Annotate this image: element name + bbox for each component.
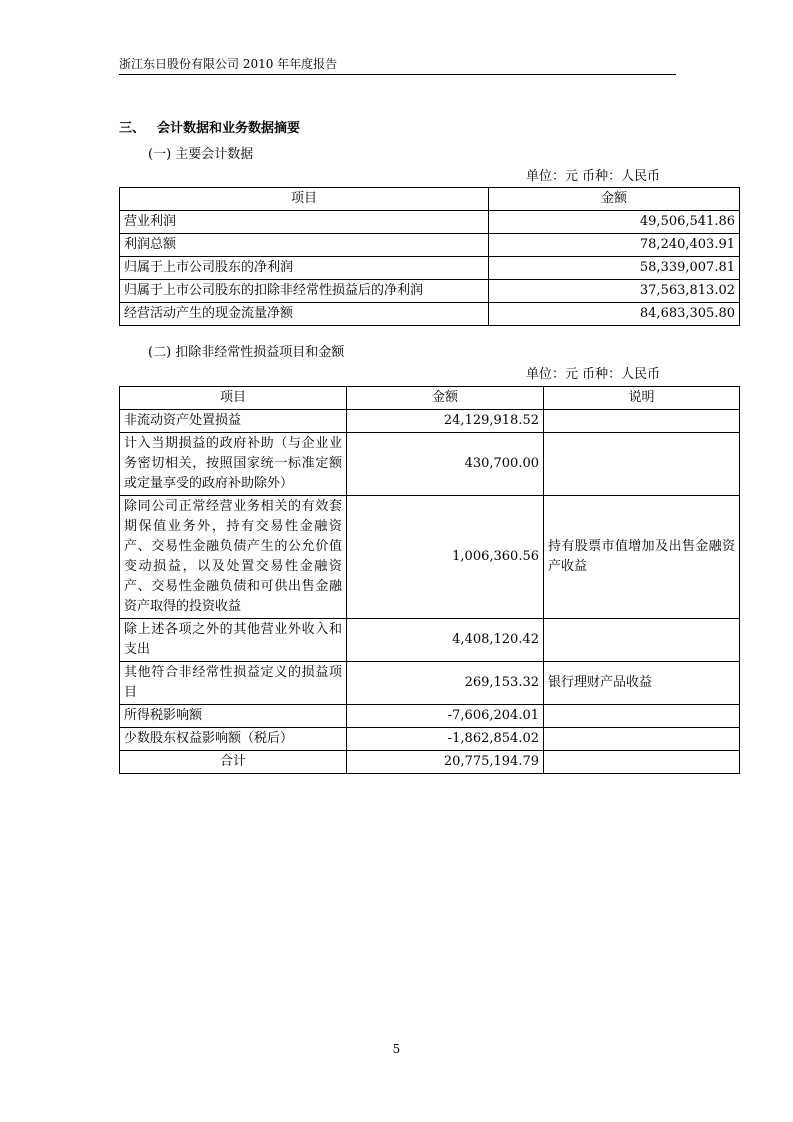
section-title-text: 会计数据和业务数据摘要: [157, 121, 301, 136]
row-item: 其他符合非经常性损益定义的损益项目: [120, 662, 347, 705]
column-header-item: 项目: [120, 188, 489, 211]
column-header-amount: 金额: [489, 188, 740, 211]
row-item: 经营活动产生的现金流量净额: [120, 303, 489, 326]
row-note: 银行理财产品收益: [544, 662, 740, 705]
table1-subtitle: (一) 主要会计数据: [148, 147, 254, 162]
row-amount: 49,506,541.86: [489, 211, 740, 234]
table-header-row: [120, 387, 740, 410]
row-item: 归属于上市公司股东的净利润: [120, 257, 489, 280]
column-header-amount: 金额: [347, 387, 544, 410]
table-row: [120, 303, 740, 326]
row-item: 除同公司正常经营业务相关的有效套期保值业务外，持有交易性金融资产、交易性金融负债产生的公允价值变动损益，以及处置交易性金融资产、交易性金融负债和可供出售金融资产取得的投资收益: [120, 496, 347, 619]
non-recurring-items-table: [119, 386, 740, 774]
row-note: [544, 619, 740, 662]
row-item: 归属于上市公司股东的扣除非经常性损益后的净利润: [120, 280, 489, 303]
row-amount: 37,563,813.02: [489, 280, 740, 303]
header-rule: [119, 74, 676, 75]
row-item: 所得税影响额: [120, 705, 347, 728]
row-item: 利润总额: [120, 234, 489, 257]
row-note: [544, 728, 740, 751]
row-item: 营业利润: [120, 211, 489, 234]
report-header: 浙江东日股份有限公司 2010 年年度报告: [119, 57, 338, 71]
table-row: [120, 496, 740, 619]
row-item: 少数股东权益影响额（税后）: [120, 728, 347, 751]
row-note: [544, 433, 740, 496]
row-item: 非流动资产处置损益: [120, 410, 347, 433]
section-title: [119, 120, 300, 138]
section-number: 三、: [119, 121, 146, 136]
total-amount: 20,775,194.79: [347, 751, 544, 774]
row-amount: 430,700.00: [347, 433, 544, 496]
row-amount: 84,683,305.80: [489, 303, 740, 326]
total-note: [544, 751, 740, 774]
table-row: [120, 211, 740, 234]
table2-subtitle: (二) 扣除非经常性损益项目和金额: [148, 345, 345, 360]
total-label: 合计: [120, 751, 347, 774]
row-note: [544, 705, 740, 728]
table-row: [120, 234, 740, 257]
row-amount: 4,408,120.42: [347, 619, 544, 662]
column-header-note: 说明: [544, 387, 740, 410]
table-row: [120, 433, 740, 496]
row-item: 计入当期损益的政府补助（与企业业务密切相关，按照国家统一标准定额或定量享受的政府补助除外）: [120, 433, 347, 496]
page-number: 5: [392, 1042, 401, 1056]
table-row: [120, 619, 740, 662]
row-note: 持有股票市值增加及出售金融资产收益: [544, 496, 740, 619]
table-row: [120, 257, 740, 280]
row-item: 除上述各项之外的其他营业外收入和支出: [120, 619, 347, 662]
row-amount: 269,153.32: [347, 662, 544, 705]
table-row: [120, 280, 740, 303]
table-row: [120, 705, 740, 728]
table-row: [120, 662, 740, 705]
total-row: [120, 751, 740, 774]
main-accounting-table: [119, 187, 740, 326]
table1-unit: 单位：元 币种：人民币: [526, 169, 661, 184]
row-note: [544, 410, 740, 433]
row-amount: 78,240,403.91: [489, 234, 740, 257]
row-amount: -1,862,854.02: [347, 728, 544, 751]
row-amount: 1,006,360.56: [347, 496, 544, 619]
table-header-row: [120, 188, 740, 211]
table-row: [120, 410, 740, 433]
row-amount: -7,606,204.01: [347, 705, 544, 728]
row-amount: 24,129,918.52: [347, 410, 544, 433]
column-header-item: 项目: [120, 387, 347, 410]
table-row: [120, 728, 740, 751]
row-amount: 58,339,007.81: [489, 257, 740, 280]
table2-unit: 单位：元 币种：人民币: [526, 367, 661, 382]
